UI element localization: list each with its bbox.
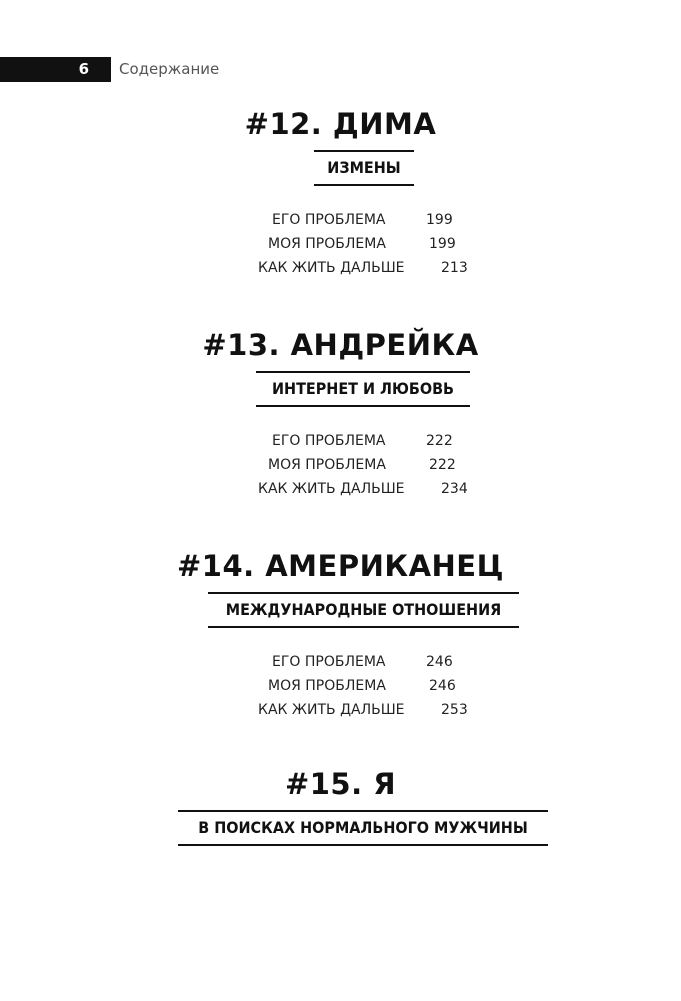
- toc-entry[interactable]: [268, 234, 456, 254]
- toc-entry-page: 222: [429, 457, 456, 473]
- chapter-subtitle-box: [178, 810, 548, 846]
- toc-entry-page: 234: [441, 481, 468, 497]
- chapter-title: #15. Я: [284, 767, 397, 801]
- toc-entry-label: КАК ЖИТЬ ДАЛЬШЕ: [258, 481, 405, 497]
- toc-entry-label: МОЯ ПРОБЛЕМА: [268, 457, 386, 473]
- chapter-title: #13. АНДРЕЙКА: [202, 328, 479, 362]
- toc-entry[interactable]: [272, 210, 453, 230]
- toc-entry[interactable]: [268, 455, 456, 475]
- chapter-title: #12. ДИМА: [244, 107, 437, 141]
- toc-entry-label: ЕГО ПРОБЛЕМА: [272, 212, 386, 228]
- toc-entry-page: 253: [441, 702, 468, 718]
- page-number-bar: [0, 57, 111, 82]
- toc-entry[interactable]: [272, 652, 453, 672]
- chapter-subtitle[interactable]: ИЗМЕНЫ: [327, 158, 401, 177]
- chapter-subtitle-box: [208, 592, 519, 628]
- toc-entry-page: 246: [426, 654, 453, 670]
- page-number: 6: [78, 60, 89, 78]
- toc-entry-page: 246: [429, 678, 456, 694]
- chapter-subtitle[interactable]: МЕЖДУНАРОДНЫЕ ОТНОШЕНИЯ: [225, 600, 502, 619]
- toc-entry[interactable]: [258, 479, 468, 499]
- chapter-subtitle-box: [256, 371, 470, 407]
- toc-entry-page: 222: [426, 433, 453, 449]
- chapter-title: #14. АМЕРИКАНЕЦ: [176, 549, 505, 583]
- chapter-subtitle-box: [314, 150, 414, 186]
- running-head: Содержание: [119, 60, 220, 78]
- toc-entry[interactable]: [268, 676, 456, 696]
- toc-entry[interactable]: [272, 431, 453, 451]
- toc-entry-label: МОЯ ПРОБЛЕМА: [268, 678, 386, 694]
- toc-entry-label: КАК ЖИТЬ ДАЛЬШЕ: [258, 260, 405, 276]
- chapter-subtitle[interactable]: ИНТЕРНЕТ И ЛЮБОВЬ: [271, 379, 455, 398]
- toc-entry-label: МОЯ ПРОБЛЕМА: [268, 236, 386, 252]
- toc-entry-label: ЕГО ПРОБЛЕМА: [272, 654, 386, 670]
- toc-entry-label: КАК ЖИТЬ ДАЛЬШЕ: [258, 702, 405, 718]
- toc-entry-page: 213: [441, 260, 468, 276]
- toc-entry[interactable]: [258, 258, 468, 278]
- toc-entry-page: 199: [429, 236, 456, 252]
- chapter-subtitle[interactable]: В ПОИСКАХ НОРМАЛЬНОГО МУЖЧИНЫ: [198, 818, 528, 837]
- toc-entry[interactable]: [258, 700, 468, 720]
- toc-entry-label: ЕГО ПРОБЛЕМА: [272, 433, 386, 449]
- toc-entry-page: 199: [426, 212, 453, 228]
